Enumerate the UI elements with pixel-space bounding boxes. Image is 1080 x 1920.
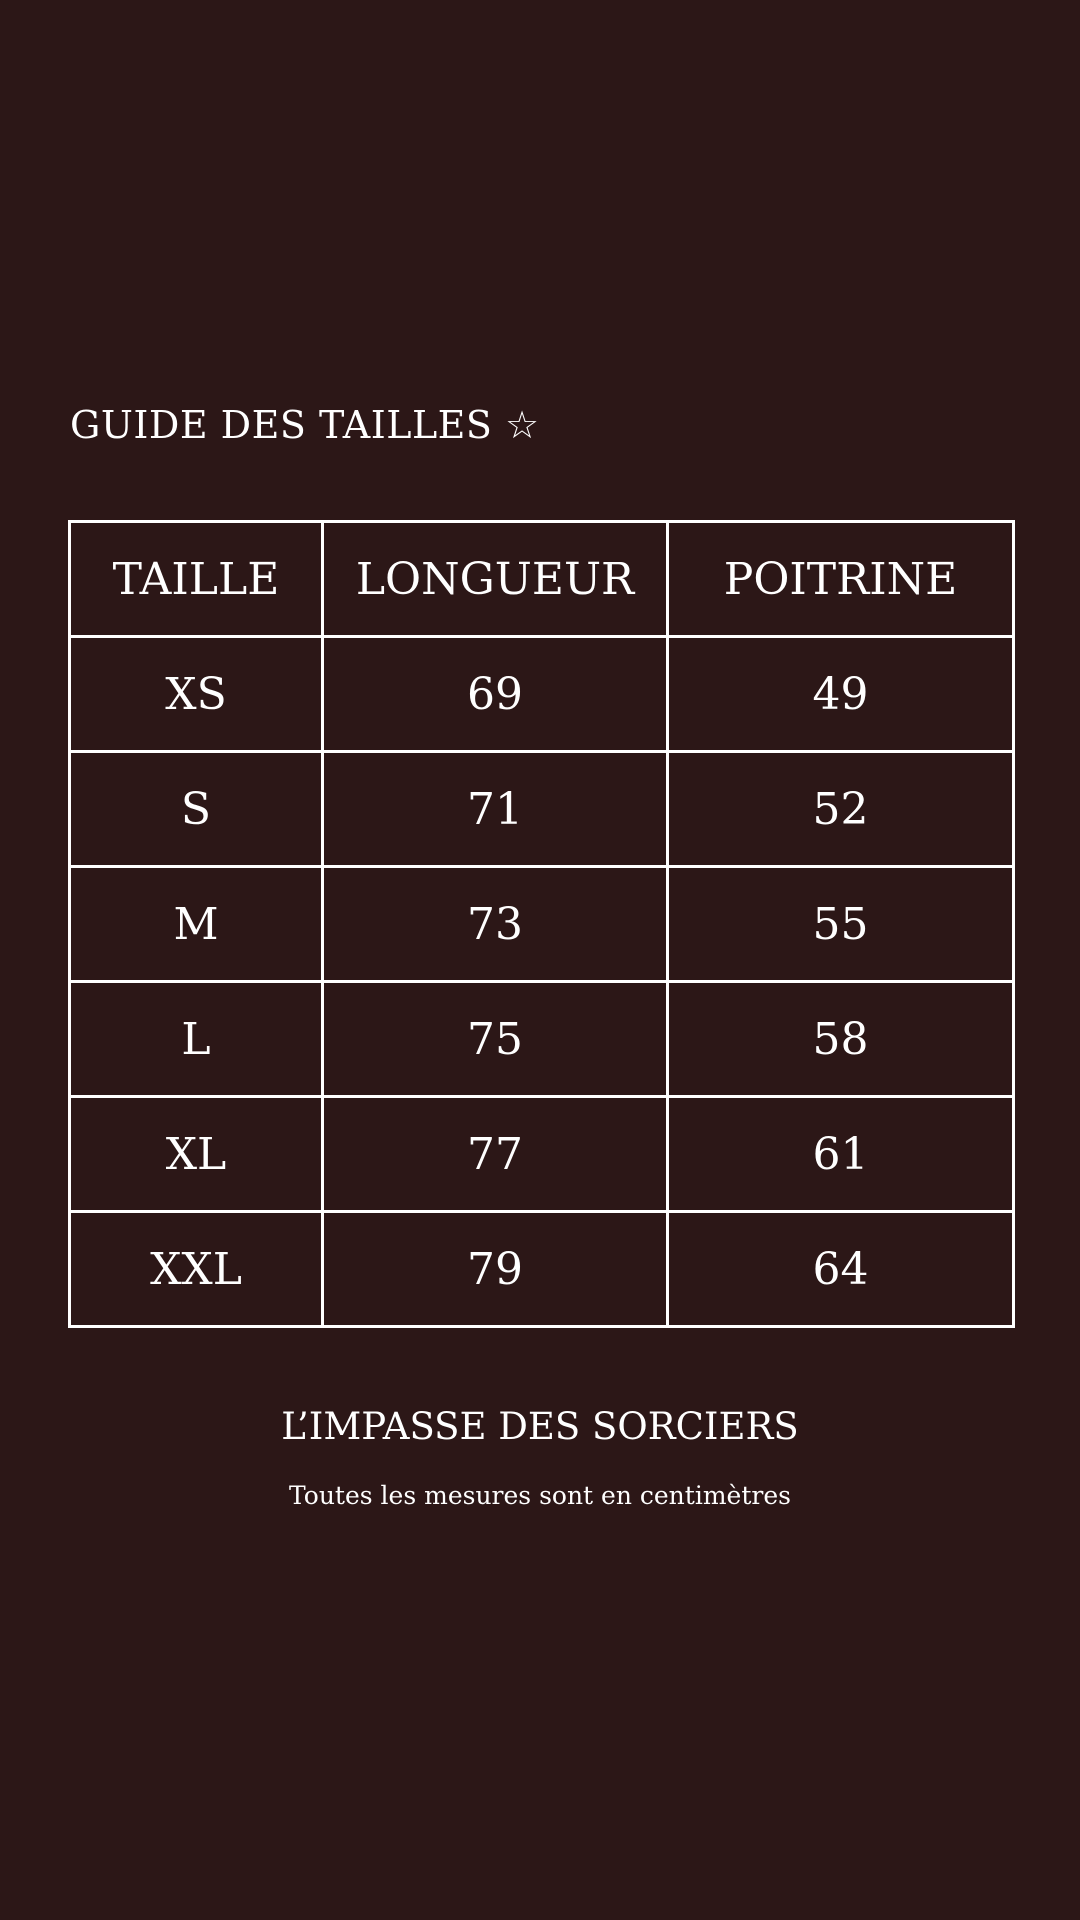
cell-length: 75 <box>323 982 668 1097</box>
cell-length: 69 <box>323 637 668 752</box>
table-row <box>70 1097 1014 1212</box>
table-row <box>70 1212 1014 1327</box>
cell-size: XS <box>70 637 323 752</box>
table-row <box>70 867 1014 982</box>
cell-chest: 55 <box>668 867 1014 982</box>
cell-size: XXL <box>70 1212 323 1327</box>
cell-chest: 61 <box>668 1097 1014 1212</box>
table-row <box>70 752 1014 867</box>
header-longueur: LONGUEUR <box>323 522 668 637</box>
cell-chest: 49 <box>668 637 1014 752</box>
cell-length: 77 <box>323 1097 668 1212</box>
cell-chest: 52 <box>668 752 1014 867</box>
cell-chest: 64 <box>668 1212 1014 1327</box>
cell-length: 79 <box>323 1212 668 1327</box>
header-taille: TAILLE <box>70 522 323 637</box>
cell-chest: 58 <box>668 982 1014 1097</box>
cell-length: 71 <box>323 752 668 867</box>
page-title: GUIDE DES TAILLES ☆ <box>70 403 540 447</box>
cell-size: S <box>70 752 323 867</box>
cell-size: M <box>70 867 323 982</box>
table-header-row <box>70 522 1014 637</box>
cell-size: XL <box>70 1097 323 1212</box>
cell-size: L <box>70 982 323 1097</box>
table-row <box>70 637 1014 752</box>
table-row <box>70 982 1014 1097</box>
header-poitrine: POITRINE <box>668 522 1014 637</box>
cell-length: 73 <box>323 867 668 982</box>
measurement-note: Toutes les mesures sont en centimètres <box>289 1481 791 1510</box>
size-table <box>68 520 1015 1328</box>
brand-name: L’IMPASSE DES SORCIERS <box>281 1405 799 1448</box>
